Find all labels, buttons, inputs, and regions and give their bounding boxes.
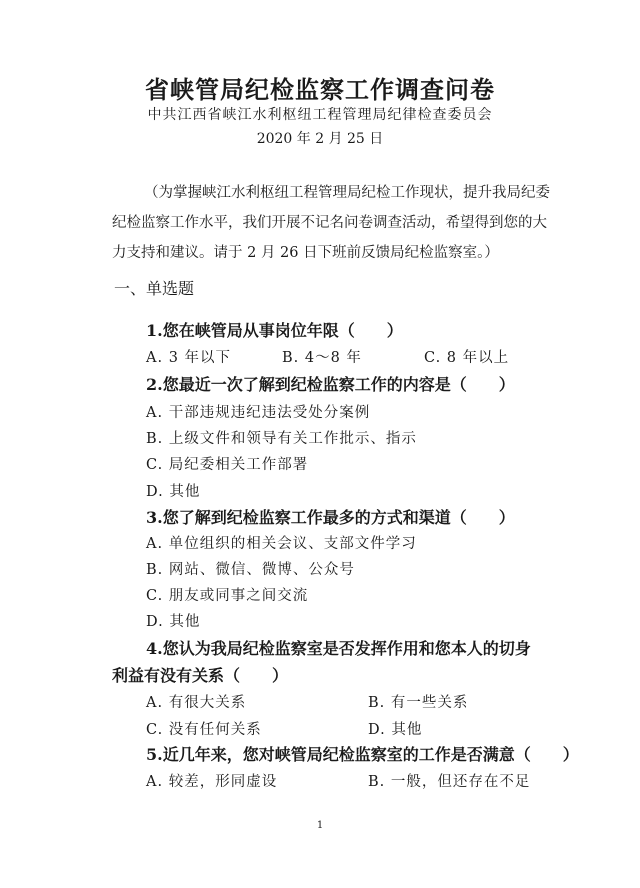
- question-3: 3.您了解到纪检监察工作最多的方式和渠道（ ）: [146, 508, 515, 527]
- q5-option-a: A. 较差，形同虚设: [146, 774, 278, 790]
- question-2: 2.您最近一次了解到纪检监察工作的内容是（ ）: [146, 375, 515, 394]
- intro-paragraph: [112, 178, 550, 268]
- q4-option-b: B. 有一些关系: [368, 695, 469, 711]
- question-1: 1.您在峡管局从事岗位年限（ ）: [146, 321, 403, 340]
- intro-line: 力支持和建议。请于 2 月 26 日下班前反馈局纪检监察室。）: [112, 245, 499, 261]
- q3-option-d: D. 其他: [146, 614, 201, 630]
- question-4-line-1: 4.您认为我局纪检监察室是否发挥作用和您本人的切身: [146, 639, 531, 658]
- q1-option-b: B. 4～8 年: [282, 350, 362, 366]
- q3-option-a: A. 单位组织的相关会议、支部文件学习: [146, 536, 417, 552]
- intro-line: （为掌握峡江水利枢纽工程管理局纪检工作现状，提升我局纪委: [144, 185, 550, 201]
- page-number: 1: [316, 820, 324, 831]
- question-5: 5.近几年来，您对峡管局纪检监察室的工作是否满意（ ）: [146, 745, 579, 764]
- document-date: 2020 年 2 月 25 日: [256, 131, 384, 147]
- q2-option-b: B. 上级文件和领导有关工作批示、指示: [146, 431, 417, 447]
- q1-option-c: C. 8 年以上: [424, 350, 510, 366]
- q5-option-b: B. 一般，但还存在不足: [368, 774, 531, 790]
- issuing-organization: 中共江西省峡江水利枢纽工程管理局纪律检查委员会: [147, 107, 493, 123]
- q2-option-a: A. 干部违规违纪违法受处分案例: [146, 405, 371, 421]
- q4-option-a: A. 有很大关系: [146, 695, 247, 711]
- q2-option-c: C. 局纪委相关工作部署: [146, 457, 309, 473]
- q2-option-d: D. 其他: [146, 484, 201, 500]
- q3-option-b: B. 网站、微信、微博、公众号: [146, 562, 355, 578]
- document-title: 省峡管局纪检监察工作调查问卷: [145, 75, 495, 104]
- question-4-line-2: 利益有没有关系（ ）: [112, 666, 289, 685]
- q3-option-c: C. 朋友或同事之间交流: [146, 588, 309, 604]
- q4-option-c: C. 没有任何关系: [146, 722, 262, 738]
- q1-option-a: A. 3 年以下: [146, 350, 232, 366]
- intro-line: 纪检监察工作水平，我们开展不记名问卷调查活动，希望得到您的大: [112, 215, 547, 231]
- section-heading: 一、单选题: [114, 279, 195, 298]
- q4-option-d: D. 其他: [368, 722, 423, 738]
